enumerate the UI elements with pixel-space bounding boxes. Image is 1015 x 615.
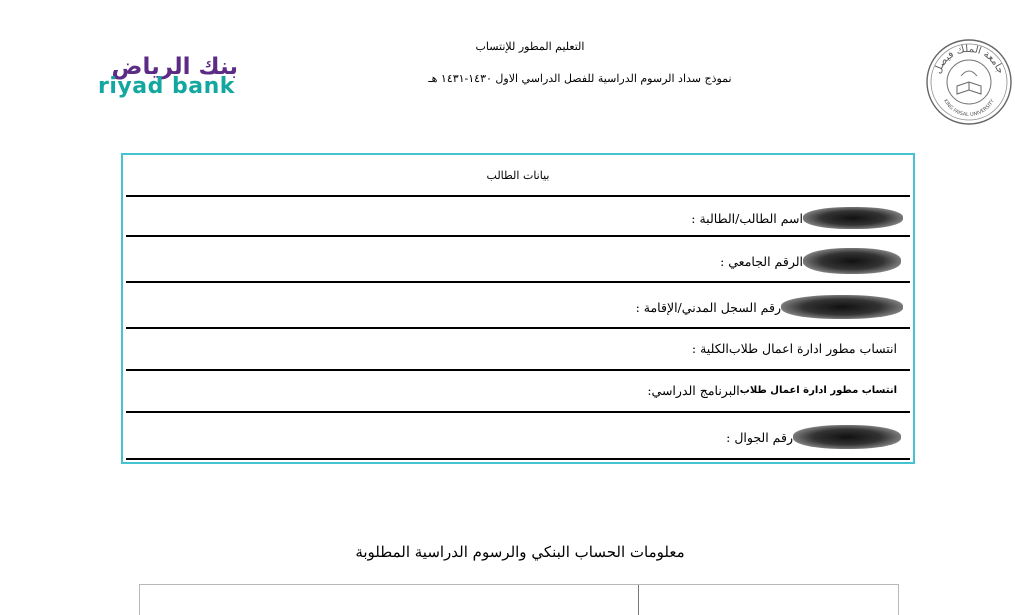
redacted-value (793, 425, 901, 449)
field-label: رقم السجل المدني/الإقامة : (635, 299, 781, 315)
field-university-id (720, 248, 909, 274)
seal-text-english: KING FAISAL UNIVERSITY (942, 98, 996, 119)
table-column-divider (638, 585, 639, 615)
bank-section-title: معلومات الحساب البنكي والرسوم الدراسية المطلوبة (355, 543, 685, 561)
field-label: اسم الطالب/الطالبة : (691, 210, 803, 226)
field-college (692, 341, 909, 356)
field-value: انتساب مطور ادارة اعمال طلاب (739, 385, 897, 396)
student-info-title: بيانات الطالب (486, 169, 550, 182)
field-value: انتساب مطور ادارة اعمال طلاب (728, 341, 897, 356)
university-seal-icon (925, 38, 1013, 126)
field-national-id (636, 295, 909, 319)
row-divider (126, 281, 910, 283)
row-divider (126, 327, 910, 329)
row-divider (126, 195, 910, 197)
field-label: البرنامج الدراسي: (647, 383, 740, 398)
row-divider (126, 235, 910, 237)
redacted-value (803, 248, 901, 274)
student-info-box (121, 153, 915, 464)
program-heading: التعليم المطور للإنتساب (475, 40, 585, 53)
bank-name-latin: riyad bank (98, 74, 235, 99)
field-mobile (726, 425, 909, 449)
field-student-name (691, 207, 909, 229)
row-divider (126, 369, 910, 371)
bank-name-arabic: بنك الرياض (111, 54, 238, 80)
riyad-bank-logo (98, 54, 238, 100)
redacted-value (803, 207, 903, 229)
redacted-value (781, 295, 903, 319)
form-title: نموذج سداد الرسوم الدراسية للفصل الدراسي الاول ١٤٣٠-١٤٣١ هـ (428, 72, 732, 85)
row-divider (126, 458, 910, 460)
bank-info-table (139, 584, 899, 615)
field-label: رقم الجوال : (726, 429, 793, 445)
field-label: الكلية : (691, 341, 729, 356)
row-divider (126, 411, 910, 413)
field-label: الرقم الجامعي : (720, 253, 803, 269)
field-program (647, 383, 909, 398)
seal-text-arabic: جامعة الملك فيصل (932, 43, 1006, 76)
